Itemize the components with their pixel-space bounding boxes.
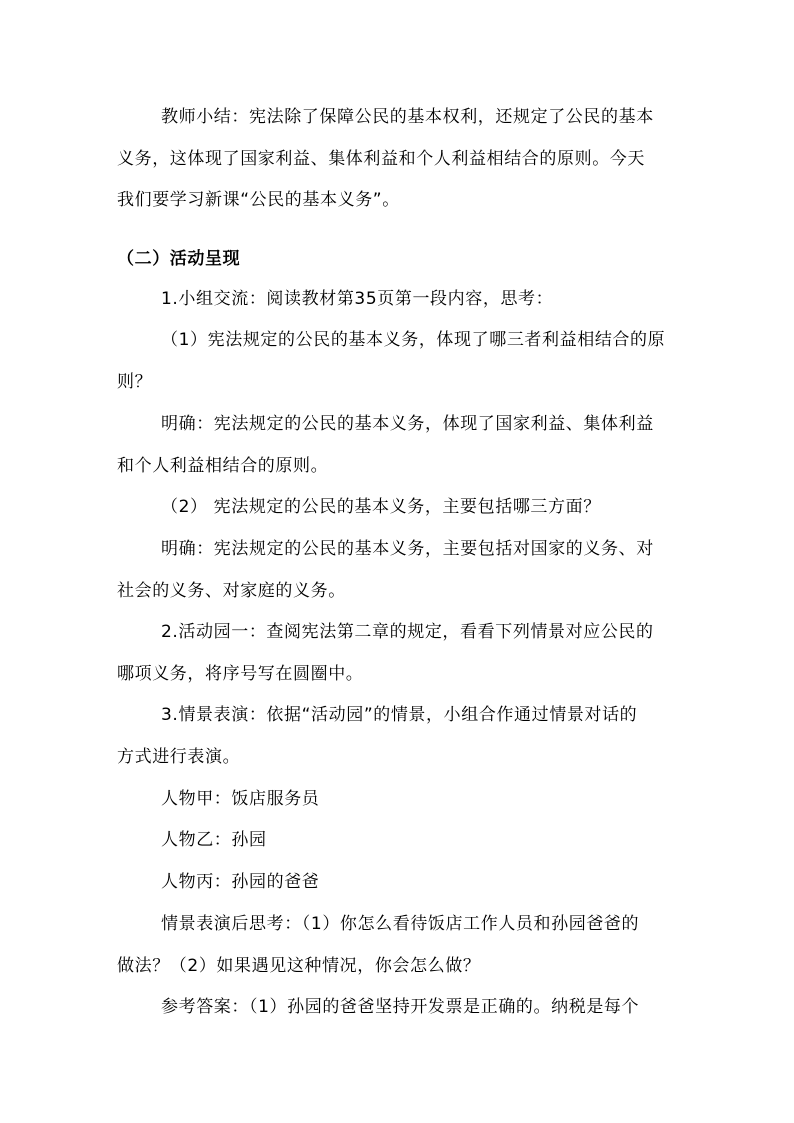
text-line: 义务，这体现了国家利益、集体利益和个人利益相结合的原则。今天 bbox=[117, 149, 645, 169]
text-line: 哪项义务，将序号写在圆圈中。 bbox=[117, 664, 364, 684]
section-heading: （二）活动呈现 bbox=[117, 249, 241, 269]
text-line: 人物甲：饭店服务员 bbox=[161, 789, 320, 809]
text-line: 2.活动园一：查阅宪法第二章的规定，看看下列情景对应公民的 bbox=[161, 622, 654, 642]
text-line: 教师小结：宪法除了保障公民的基本权利，还规定了公民的基本 bbox=[161, 107, 654, 127]
text-line: 3.情景表演：依据“活动园”的情景，小组合作通过情景对话的 bbox=[161, 705, 638, 725]
text-line: 社会的义务、对家庭的义务。 bbox=[117, 581, 346, 601]
text-line: 明确：宪法规定的公民的基本义务，体现了国家利益、集体利益 bbox=[161, 414, 654, 434]
text-line: 做法？（2）如果遇见这种情况，你会怎么做？ bbox=[117, 956, 481, 976]
text-line: 方式进行表演。 bbox=[117, 747, 241, 767]
text-line: 情景表演后思考：（1）你怎么看待饭店工作人员和孙园爸爸的 bbox=[161, 914, 640, 934]
text-line: （1）宪法规定的公民的基本义务，体现了哪三者利益相结合的原 bbox=[161, 330, 666, 350]
text-line: 则？ bbox=[117, 372, 153, 392]
text-line: 1.小组交流：阅读教材第35页第一段内容，思考： bbox=[161, 289, 554, 309]
text-line: 和个人利益相结合的原则。 bbox=[117, 456, 329, 476]
text-line: 参考答案：（1）孙园的爸爸坚持开发票是正确的。纳税是每个 bbox=[161, 997, 640, 1017]
text-line: 人物丙：孙园的爸爸 bbox=[161, 872, 320, 892]
text-line: （2） 宪法规定的公民的基本义务，主要包括哪三方面？ bbox=[161, 497, 601, 517]
text-line: 人物乙：孙园 bbox=[161, 830, 267, 850]
text-line: 明确：宪法规定的公民的基本义务，主要包括对国家的义务、对 bbox=[161, 539, 654, 559]
text-line: 我们要学习新课“公民的基本义务”。 bbox=[117, 190, 400, 210]
